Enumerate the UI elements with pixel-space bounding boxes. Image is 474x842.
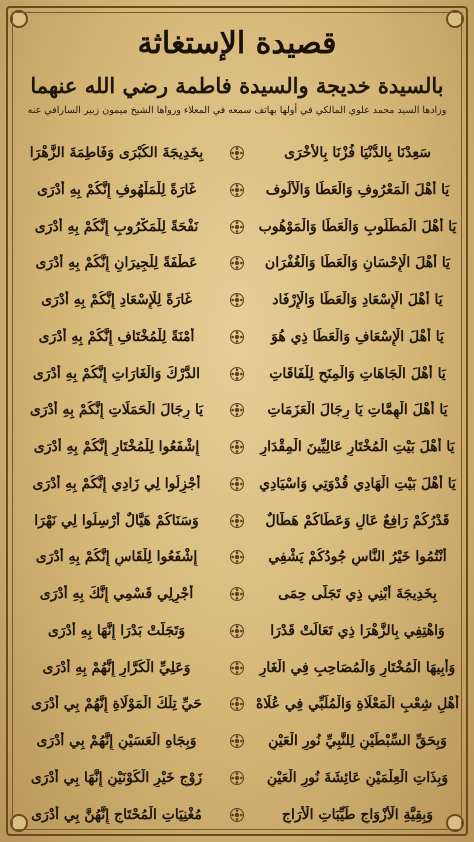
ornament-flower-icon — [229, 292, 245, 308]
ornament-flower-icon — [229, 402, 245, 418]
verse-second-hemistich: مُغْنِيَاتِ الْمُحْتَاجِ إِنَّهُنَّ بِي أَدْرَى — [31, 806, 202, 823]
verse-second-hemistich: وَتَجَلَّتْ بَدْرَا إِنَّهَا بِهِ أَدْرَى — [47, 622, 186, 639]
verse-second-hemistich: يَا رِجَالَ الْحَمَلَاتِ إِنَّكُمْ بِهِ أَدْرَى — [29, 402, 204, 419]
verse-first-hemistich: يَا أَهْلَ بَيْتِ الْمُخْتَارِ عَالِيِّينَ الْمِقْدَارِ — [260, 439, 455, 456]
verse-second-hemistich: إِشْفَعُوا لِلْمُخْتَارِ إِنَّكُمْ بِهِ أَدْرَى — [33, 439, 200, 456]
ornament-flower-icon — [229, 770, 245, 786]
ornament-flower-icon — [229, 660, 245, 676]
ornament-flower-icon — [229, 696, 245, 712]
verse-second-hemistich: وَبِجَاهِ الْعَسَيْنِ إِنَّهُمْ بِي أَدْرَى — [36, 733, 197, 750]
ornament-flower-icon — [229, 329, 245, 345]
ornament-flower-icon — [229, 219, 245, 235]
verse-second-hemistich: زَوْجِ خَيْرِ الْكَوْنَيْنِ إِنَّهَا بِي أَدْرَى — [30, 770, 203, 787]
ornament-flower-icon — [229, 807, 245, 823]
verse-first-hemistich: أَهْلِ شِعْبِ الْمَعْلَاةِ وَالْمُلَبِّي فِي عُلَاهْ — [255, 696, 460, 713]
verse-first-hemistich: يَا أَهْلَ الْإِحْسَانِ وَالْعَطَا وَالْغُفْرَان — [264, 255, 451, 272]
verse-row — [14, 616, 460, 646]
verse-first-hemistich: وَبِقِيَّةِ الْأَزْوَاجِ طَيِّبَاتِ الْأَرَاجِ — [281, 806, 433, 823]
verse-second-hemistich: غَارَةً لِلْمَلْهُوفِ إِنَّكُمْ بِهِ أَدْرَى — [36, 181, 197, 198]
verse-first-hemistich: قَدْرُكُمْ رَافِعٌ عَالٍ وَعَطَاكُمْ هَطَّالٌ — [265, 512, 450, 529]
verse-row — [14, 395, 460, 425]
verse-second-hemistich: إِشْفَعُوا لِلْقَاسِ إِنَّكُمْ بِهِ أَدْرَى — [35, 549, 198, 566]
poem-subtitle: بالسيدة خديجة والسيدة فاطمة رضي الله عنهما — [30, 73, 444, 98]
verse-second-hemistich: وَعَلِيِّ الْكَرَّارِ إِنَّهُمْ بِهِ أَدْرَى — [42, 659, 191, 676]
verse-first-hemistich: بِخَدِيجَةَ أُبْنِي ذِي تَجَلَّى حِمَى — [278, 586, 437, 603]
verse-row — [14, 763, 460, 793]
verse-first-hemistich: يَا أَهْلَ الْمَعْرُوفِ وَالْعَطَا وَالْأُلُوف — [265, 181, 450, 198]
ornament-flower-icon — [229, 623, 245, 639]
verse-second-hemistich: أَجْرِلِي قَسْمِي إِنَّكَ بِهِ أَدْرَى — [39, 586, 194, 603]
verse-row — [14, 322, 460, 352]
ornament-flower-icon — [229, 733, 245, 749]
verse-row — [14, 248, 460, 278]
verse-first-hemistich: يَا أَهْلَ الْإِسْعَافِ وَالْعَطَا ذِي هُوَ — [271, 328, 444, 345]
verse-first-hemistich: يَا أَهْلَ الْمَطْلُوبِ وَالْعَطَا وَالْمَوْهُوب — [258, 218, 457, 235]
ornament-flower-icon — [229, 255, 245, 271]
verse-row — [14, 212, 460, 242]
ornament-flower-icon — [229, 586, 245, 602]
verse-second-hemistich: أَمْنَةً لِلْمُخْتَافِ إِنَّكُمْ بِهِ أَدْرَى — [38, 328, 195, 345]
verse-first-hemistich: وَاهْتِفِي بِالزَّهْرَا ذِي تَعَالَتْ قَدْرَا — [270, 622, 445, 639]
ornament-flower-icon — [229, 439, 245, 455]
verse-first-hemistich: أَنْتُمُوا خَيْرُ النَّاسِ جُودُكُمْ يَشْفِي — [268, 549, 447, 566]
verse-row — [14, 653, 460, 683]
verse-row — [14, 689, 460, 719]
ornament-flower-icon — [229, 476, 245, 492]
verse-row — [14, 432, 460, 462]
verse-row — [14, 469, 460, 499]
verse-row — [14, 506, 460, 536]
verse-first-hemistich: وَبِحَقِّ السِّبْطَيْنِ لِلنَّبِيِّ نُورِ الْعَيْنِ — [268, 733, 447, 750]
verse-list — [14, 138, 460, 830]
verse-row — [14, 800, 460, 830]
verse-first-hemistich: سَعِدْنَا بِالدُّنْيَا فُزْنَا بِالأُخْرَى — [284, 145, 431, 161]
verse-row — [14, 138, 460, 168]
verse-first-hemistich: وَبِذَاتِ الْعِلْمَيْنِ عَائِشَةَ نُورِ الْعَيْنِ — [266, 770, 449, 787]
narration-note: وزادها السيد محمد علوي المالكي في أولها بهاتف سمعه في المعلاء ورواها الشيخ ميمون زبير السارافي عنه — [27, 105, 447, 116]
verse-second-hemistich: أَجْزِلُوا لِي زَادِي إِنَّكُمْ بِهِ أَدْرَى — [32, 475, 201, 492]
verse-row — [14, 285, 460, 315]
verse-row — [14, 579, 460, 609]
ornament-flower-icon — [229, 549, 245, 565]
verse-second-hemistich: الدَّرْكَ وَالْغَارَاتِ إِنَّكُمْ بِهِ أَدْرَى — [32, 365, 201, 382]
poem-title: قصيدة الإستغاثة — [137, 26, 337, 61]
verse-row — [14, 359, 460, 389]
ornament-flower-icon — [229, 182, 245, 198]
ornament-flower-icon — [229, 145, 245, 161]
verse-first-hemistich: يَا أَهْلَ الْجَاهَاتِ وَالْمِنَحِ لِلْفَاقَاتِ — [269, 365, 446, 382]
verse-first-hemistich: يَا أَهْلَ الْهِمَّاتِ يَا رِجَالَ الْعَزَمَاتِ — [267, 402, 448, 419]
verse-first-hemistich: يَا أَهْلَ بَيْتِ الْهَادِي قُدْوَتِي وَاسْيَادِي — [259, 475, 456, 492]
verse-second-hemistich: نَفْحَةً لِلْمَكْرُوبِ إِنَّكُمْ بِهِ أَدْرَى — [34, 218, 199, 235]
verse-second-hemistich: عَطْفَةً لِلْجِيرَانِ إِنَّكُمْ بِهِ أَدْرَى — [35, 255, 198, 272]
verse-second-hemistich: حَيِّ تِلْكَ الْمَوْلَاةِ إِنَّهُمْ بِي أَدْرَى — [31, 696, 202, 713]
ornament-flower-icon — [229, 513, 245, 529]
verse-first-hemistich: يَا أَهْلَ الْإِسْعَادِ وَالْعَطَا وَالْإِرْفَاد — [272, 292, 443, 309]
verse-first-hemistich: وَأَبِيهَا الْمُخْتَارِ وَالْمُصَاحِبِ فِي الْغَارِ — [259, 659, 456, 676]
ornament-flower-icon — [229, 366, 245, 382]
verse-second-hemistich: وَسَنَاكُمْ هَيَّالٌ أَرْسِلُوا لِي نَهْرَا — [34, 512, 199, 529]
verse-second-hemistich: بِخَدِيجَةَ الكُبْرَى وَفَاطِمَةَ الزَّهْرَا — [29, 145, 204, 161]
verse-second-hemistich: غَارَةً لِلْإِسْعَادِ إِنَّكُمْ بِهِ أَدْرَى — [41, 292, 192, 309]
verse-row — [14, 175, 460, 205]
verse-row — [14, 726, 460, 756]
verse-row — [14, 542, 460, 572]
